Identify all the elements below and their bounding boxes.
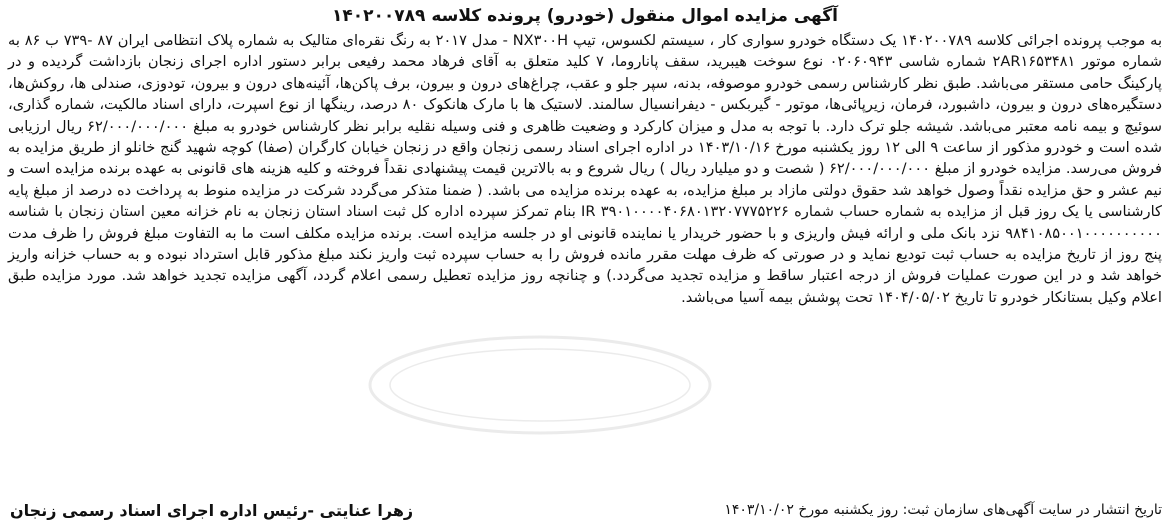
- publication-date-line: تاریخ انتشار در سایت آگهی‌های سازمان ثبت: روز یکشنبه مورخ ۱۴۰۳/۱۰/۰۲: [724, 502, 1162, 518]
- signer-name: زهرا عنایتی -رئیس اداره اجرای اسناد رسمی زنجان: [10, 500, 414, 520]
- notice-footer: [10, 496, 1162, 524]
- watermark-stamp-icon: [360, 330, 720, 440]
- notice-title: آگهی مزایده اموال منقول (خودرو) پرونده کلاسه ۱۴۰۲۰۰۷۸۹: [332, 6, 838, 26]
- notice-body: به موجب پرونده اجرائی کلاسه ۱۴۰۲۰۰۷۸۹ یک دستگاه خودرو سواری کار ، سیستم لکسوس، تیپ NX۳۰۰H - مدل ۲۰۱۷ به رنگ نقره‌ای متالیک به شماره پلاک انتظامی ایران ۸۷ -۷۳۹ ب ۸۶ به شماره موتور ۲AR۱۶۵۳۴۸۱ شماره شاسی ۰۲۰۶۰۹۴۳ نوع سوخت هیبرید، سقف پاناروما، ۷ کلید متعلق به آقای فرهاد محمد رفیعی برابر دستور اداره اجرای زنجان بازداشت گردیده و در پارکینگ حامی مستقر می‌باشد. طبق نظر کارشناس رسمی خودرو موصوفه، بدنه، سپر جلو و عقب، چراغ‌های درون و بیرون، برف پاکن‌ها، آئینه‌های درون و بیرون، تودوزی، صندلی ها، روکش‌ها، دستگیره‌های درون و بیرون، داشبورد، فرمان، زیرپائی‌ها، موتور - گیربکس - دیفرانسیال سالمند. لاستیک ها با مارک هانکوک ۸۰ درصد، رینگها از نوع اسپرت، دارای اسناد مالکیت، شماره گذاری، سوئیچ و بیمه نامه معتبر می‌باشد. شیشه جلو ترک دارد. با توجه به مدل و میزان کارکرد و وضعیت ظاهری و فنی وسیله نقلیه برابر نظر کارشناس خودرو به مبلغ ۶۲/۰۰۰/۰۰۰/۰۰۰ ریال ارزیابی شده است و خودرو مذکور از ساعت ۹ الی ۱۲ روز یکشنبه مورخ ۱۴۰۳/۱۰/۱۶ در اداره اجرای اسناد رسمی زنجان واقع در زنجان خیابان کارگران (صفا) کوچه شهید گنج خانلو از طریق مزایده به فروش می‌رسد. مزایده خودرو از مبلغ ۶۲/۰۰۰/۰۰۰/۰۰۰ ( شصت و دو میلیارد ریال ) ریال شروع و به بالاترین قیمت پیشنهادی نقداً فروخته و کلیه هزینه های قانونی به عهده برنده مزایده است و نیم عشر و حق مزایده نقداً وصول خواهد شد حقوق دولتی مازاد بر مبلغ مزایده، به عهده برنده مزایده می باشد. ( ضمنا متذکر می‌گردد شرکت در مزایده منوط به پرداخت ده درصد از مبلغ پایه کارشناسی یا یک روز قبل از مزایده به شماره حساب شماره IR ۳۹۰۱۰۰۰۰۴۰۶۸۰۱۳۲۰۷۷۷۵۲۲۶ بنام تمرکز سپرده اداره کل ثبت اسناد استان زنجان به نام خزانه معین استان زنجان با شناسه ۹۸۴۱۰۸۵۰۰۱۰۰۰۰۰۰۰۰۰۰ نزد بانک ملی و ارائه فیش واریزی و با حضور خریدار یا نماینده قانونی او در جلسه مزایده است. برنده مزایده مکلف است ما به التفاوت مبلغ فروش را ظرف مدت پنج روز از تاریخ مزایده به حساب ثبت تودیع نماید و در صورتی که ظرف مهلت مقرر مانده فروش را به حساب سپرده ثبت واریز نکند مبلغ مذکور قابل استرداد نبوده و به حساب خزانه واریز خواهد شد و در این صورت عملیات فروش از درجه اعتبار ساقط و مزایده تجدید می‌گردد.) و چنانچه روز مزایده تعطیل رسمی اعلام گردد، آگهی مزایده تجدید خواهد شد. مورد مزایده طبق اعلام وکیل بستانکار خودرو تا تاریخ ۱۴۰۴/۰۵/۰۲ تحت پوشش بیمه آسیا می‌باشد.: [8, 32, 1163, 306]
